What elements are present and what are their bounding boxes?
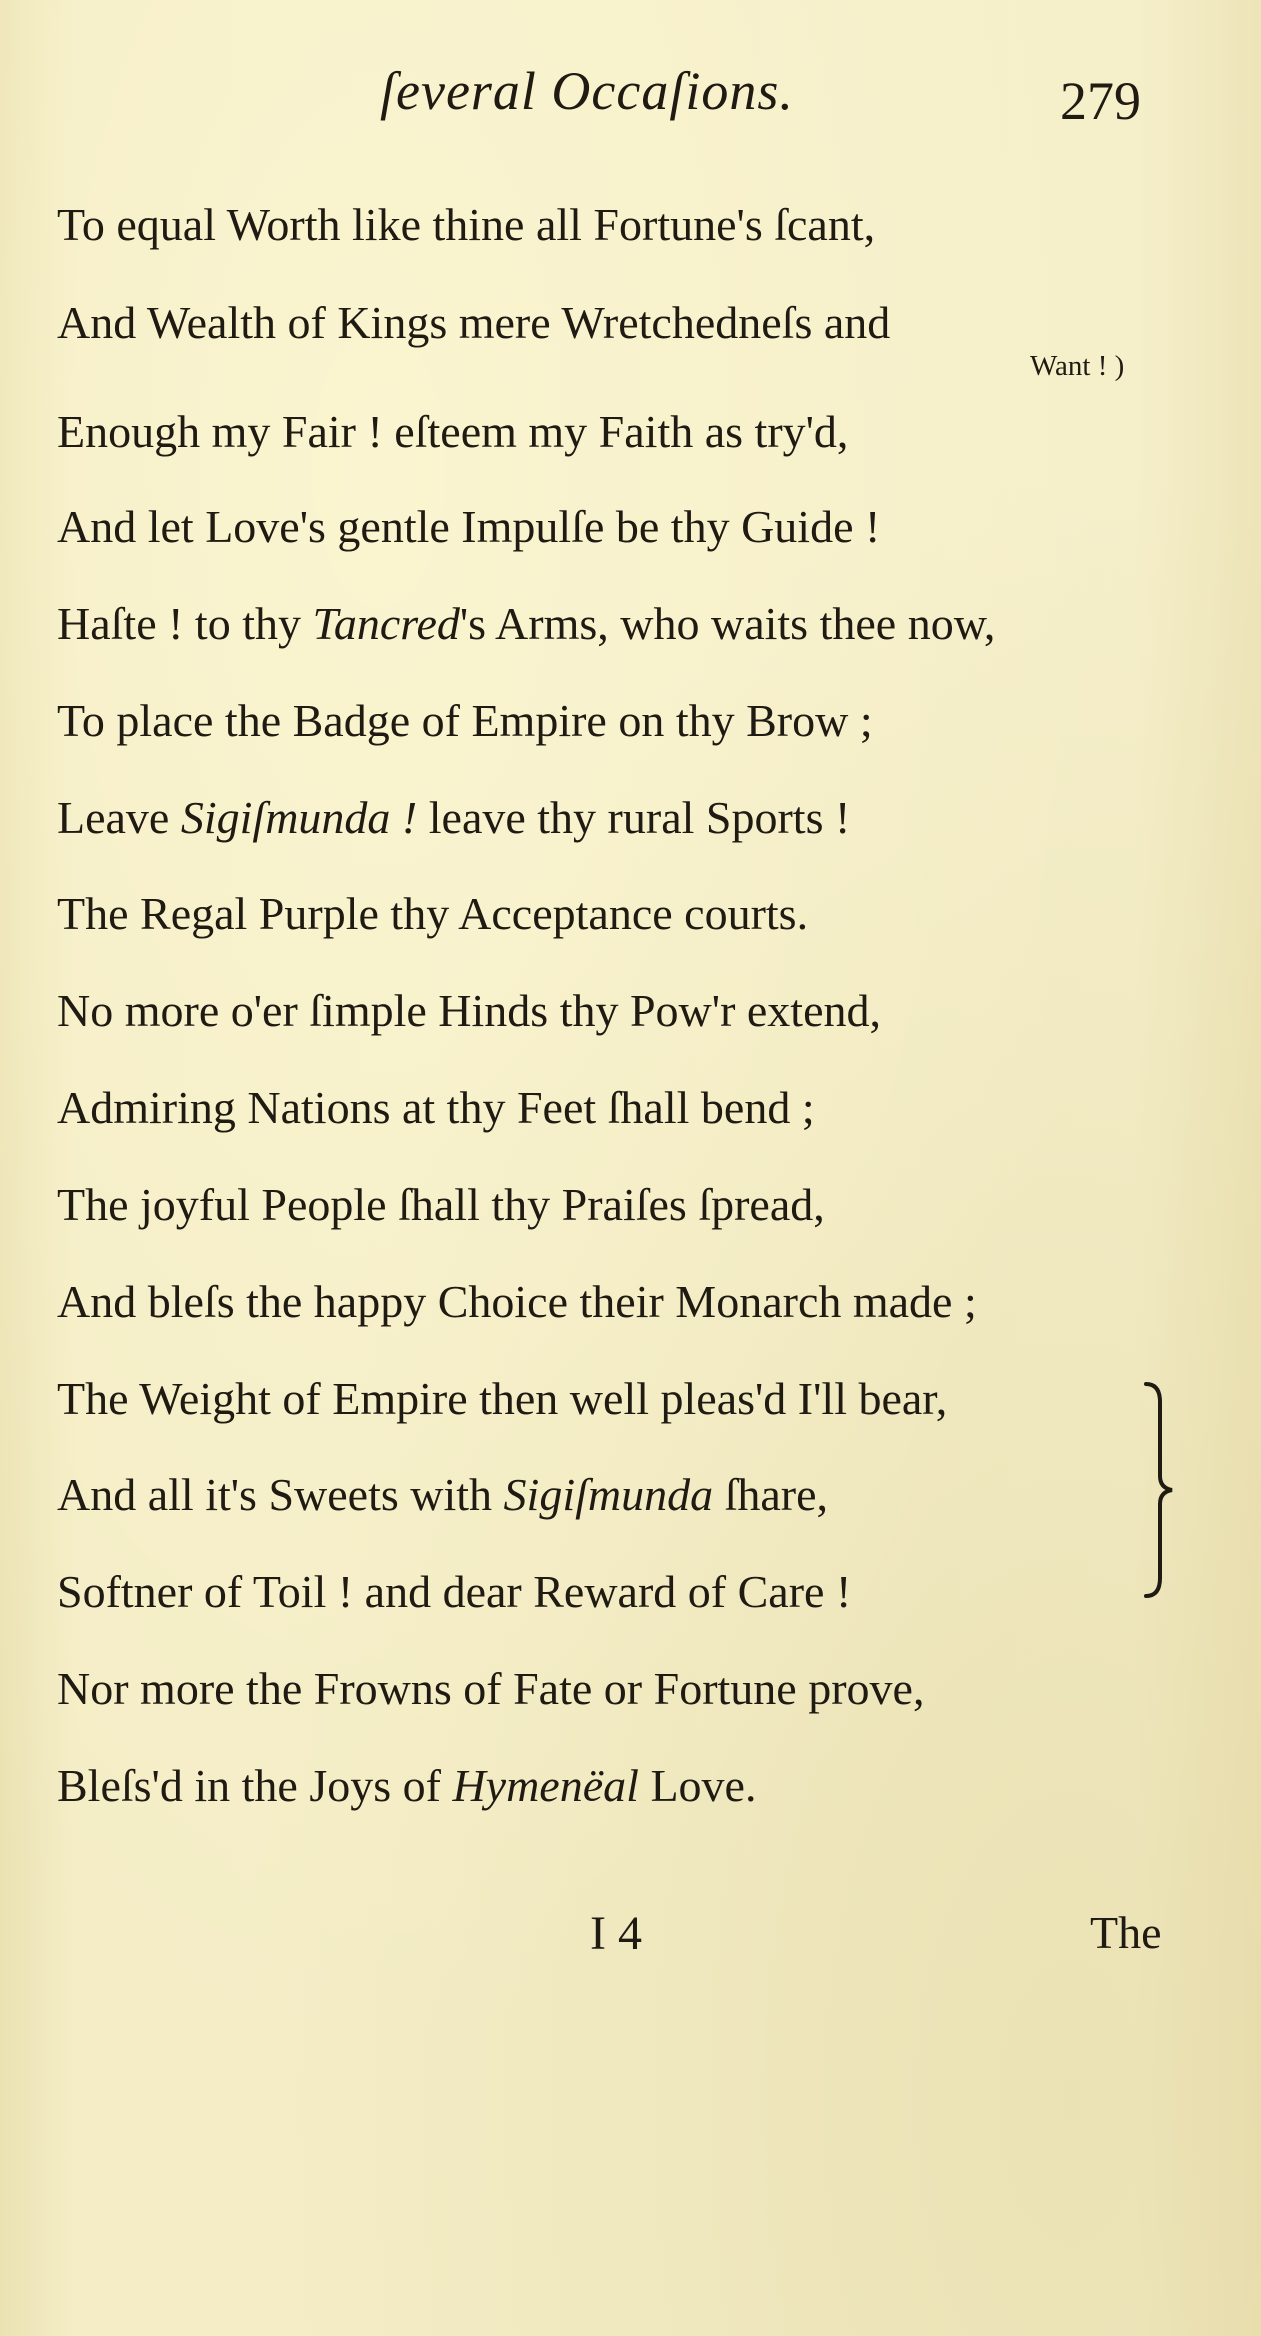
poem-line: Softner of Toil ! and dear Reward of Care ! <box>57 1566 852 1617</box>
poem-line: The joyful People ſhall thy Praiſes ſpread, <box>57 1179 825 1230</box>
poem-line: Haſte ! to thy Tancred's Arms, who waits thee now, <box>57 598 996 649</box>
turnover-text: Want ! ) <box>1030 350 1125 382</box>
poem-line: The Regal Purple thy Acceptance courts. <box>57 888 809 939</box>
page-number: 279 <box>1060 71 1141 131</box>
poem-line: And Wealth of Kings mere Wretchedneſs and <box>57 297 891 348</box>
poem-line: No more o'er ſimple Hinds thy Pow'r extend, <box>57 985 882 1036</box>
poem-line: Enough my Fair ! eſteem my Faith as try'd, <box>57 406 849 457</box>
poem-line: The Weight of Empire then well pleas'd I'll bear, <box>57 1373 948 1424</box>
poem-line: Admiring Nations at thy Feet ſhall bend ; <box>57 1082 815 1133</box>
poem-line: Leave Sigiſmunda ! leave thy rural Sports ! <box>57 792 851 843</box>
poem-line: And let Love's gentle Impulſe be thy Guide ! <box>57 501 881 552</box>
poem-line: To equal Worth like thine all Fortune's ſcant, <box>57 199 876 250</box>
triplet-brace <box>1140 1380 1180 1600</box>
catchword: The <box>1090 1907 1162 1958</box>
poem-line: And all it's Sweets with Sigiſmunda ſhare, <box>57 1469 829 1520</box>
running-title: ſeveral Occaſions. <box>380 61 794 121</box>
poem-line: Bleſs'd in the Joys of Hymenëal Love. <box>57 1760 757 1811</box>
signature-mark: I 4 <box>590 1907 642 1960</box>
poem-line: Nor more the Frowns of Fate or Fortune prove, <box>57 1663 925 1714</box>
poem-line: To place the Badge of Empire on thy Brow ; <box>57 695 873 746</box>
poem-line: And bleſs the happy Choice their Monarch made ; <box>57 1276 977 1327</box>
